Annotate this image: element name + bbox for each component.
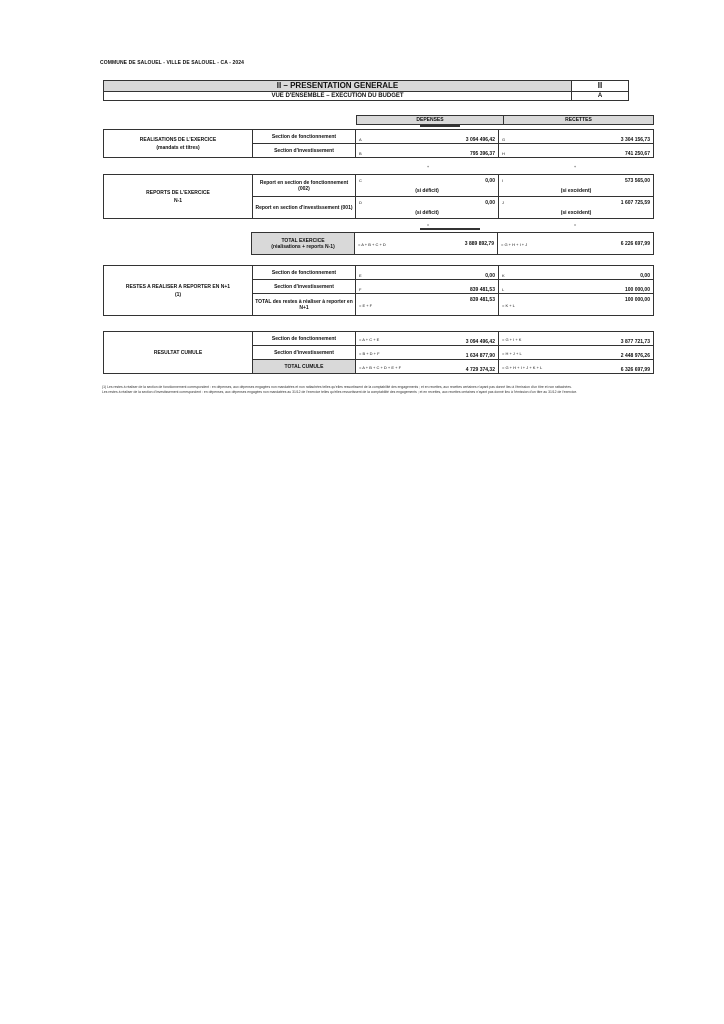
total-marker [420,228,480,230]
realisations-block [103,129,654,158]
plus-sign: + [426,164,430,169]
rec-cell: G 3 304 156,73 [499,130,654,144]
dep-cell: E 0,00 [356,266,499,280]
row-label: Section de fonctionnement [253,266,356,280]
row-label: Section de fonctionnement [253,332,356,346]
rec-cell: I 573 565,00 (si excédent) [499,175,654,197]
reports-label: REPORTS DE L'EXERCICE N-1 [104,175,253,219]
dep-cell: D 0,00 (si déficit) [356,197,499,219]
rec-cell: H 741 250,67 [499,144,654,158]
plus-sign: + [573,164,577,169]
dep-cell: = B + D + F 1 634 877,90 [356,346,499,360]
equals-sign: = [426,222,430,227]
row-label: TOTAL CUMULE [253,360,356,374]
row-label: Report en section d'investissement (001) [253,197,356,219]
page-subcode: A [572,92,629,101]
column-headers [356,115,654,125]
page-title: II – PRESENTATION GENERALE [104,81,572,92]
dep-cell: = E + F 839 481,53 [356,294,499,316]
rec-cell: L 100 000,00 [499,280,654,294]
dep-cell: C 0,00 (si déficit) [356,175,499,197]
footnote-2: Les restes à réaliser de la section d'investissement correspondent : en dépenses, aux dépenses engagées non mandatées au 31/12 de l'exercice telles qu'elles ressortissent de la comptabilité des engagements ; et en recettes, aux recettes certaines n'ayant pas donné lieu à l'émission d'un titre au 31/12 de l'exercice. [102,390,578,394]
rec-cell: = G + H + I + J + K + L 6 326 697,99 [499,360,654,374]
dep-cell: = A + C + E 3 094 496,42 [356,332,499,346]
resultat-label: RESULTAT CUMULE [104,332,253,374]
footnote-1: (1) Les restes à réaliser de la section de fonctionnement correspondent : en dépenses, aux dépenses engagées non mandatées et non rattachées telles qu'elles ressortissent de la comptabilité des engagements ; et en recettes, aux recettes certaines n'ayant pas donné lieu à l'émission d'un titre et non rattachées. [102,385,572,389]
row-label: TOTAL des restes à réaliser à reporter en N+1 [253,294,356,316]
row-label: Section d'investissement [253,346,356,360]
dep-cell: = A + B + C + D 3 889 892,79 [355,233,498,255]
row-label: Report en section de fonctionnement (002) [253,175,356,197]
col-depenses: DEPENSES [357,116,504,125]
rec-cell: = H + J + L 2 448 976,26 [499,346,654,360]
reports-block [103,174,654,219]
dep-cell: = A + B + C + D + E + F 4 729 374,32 [356,360,499,374]
rec-cell: = G + I + K 3 877 721,73 [499,332,654,346]
resultat-block [103,331,654,374]
rec-cell: = G + H + I + J 6 226 697,99 [498,233,654,255]
title-block [103,80,629,101]
dep-cell: A 3 094 496,42 [356,130,499,144]
rec-cell: = K + L 100 000,00 [499,294,654,316]
depenses-marker [420,125,460,127]
dep-cell: B 795 396,37 [356,144,499,158]
dep-cell: F 839 481,53 [356,280,499,294]
row-label: Section d'investissement [253,280,356,294]
restes-block [103,265,654,316]
rec-cell: J 1 607 725,59 (si excédent) [499,197,654,219]
row-label: Section de fonctionnement [253,130,356,144]
total-exercice-label: TOTAL EXERCICE (réalisations + reports N-1) [252,233,355,255]
restes-label: RESTES A REALISER A REPORTER EN N+1 (1) [104,266,253,316]
equals-sign: = [573,222,577,227]
col-recettes: RECETTES [504,116,654,125]
page-subtitle: VUE D'ENSEMBLE – EXECUTION DU BUDGET [104,92,572,101]
commune-header: COMMUNE DE SALOUEL - VILLE DE SALOUEL - CA - 2024 [100,60,244,66]
page-code: II [572,81,629,92]
row-label: Section d'investissement [253,144,356,158]
footnotes [102,385,650,395]
rec-cell: K 0,00 [499,266,654,280]
realisations-label: REALISATIONS DE L'EXERCICE (mandats et titres) [104,130,253,158]
total-exercice-block [251,232,654,255]
